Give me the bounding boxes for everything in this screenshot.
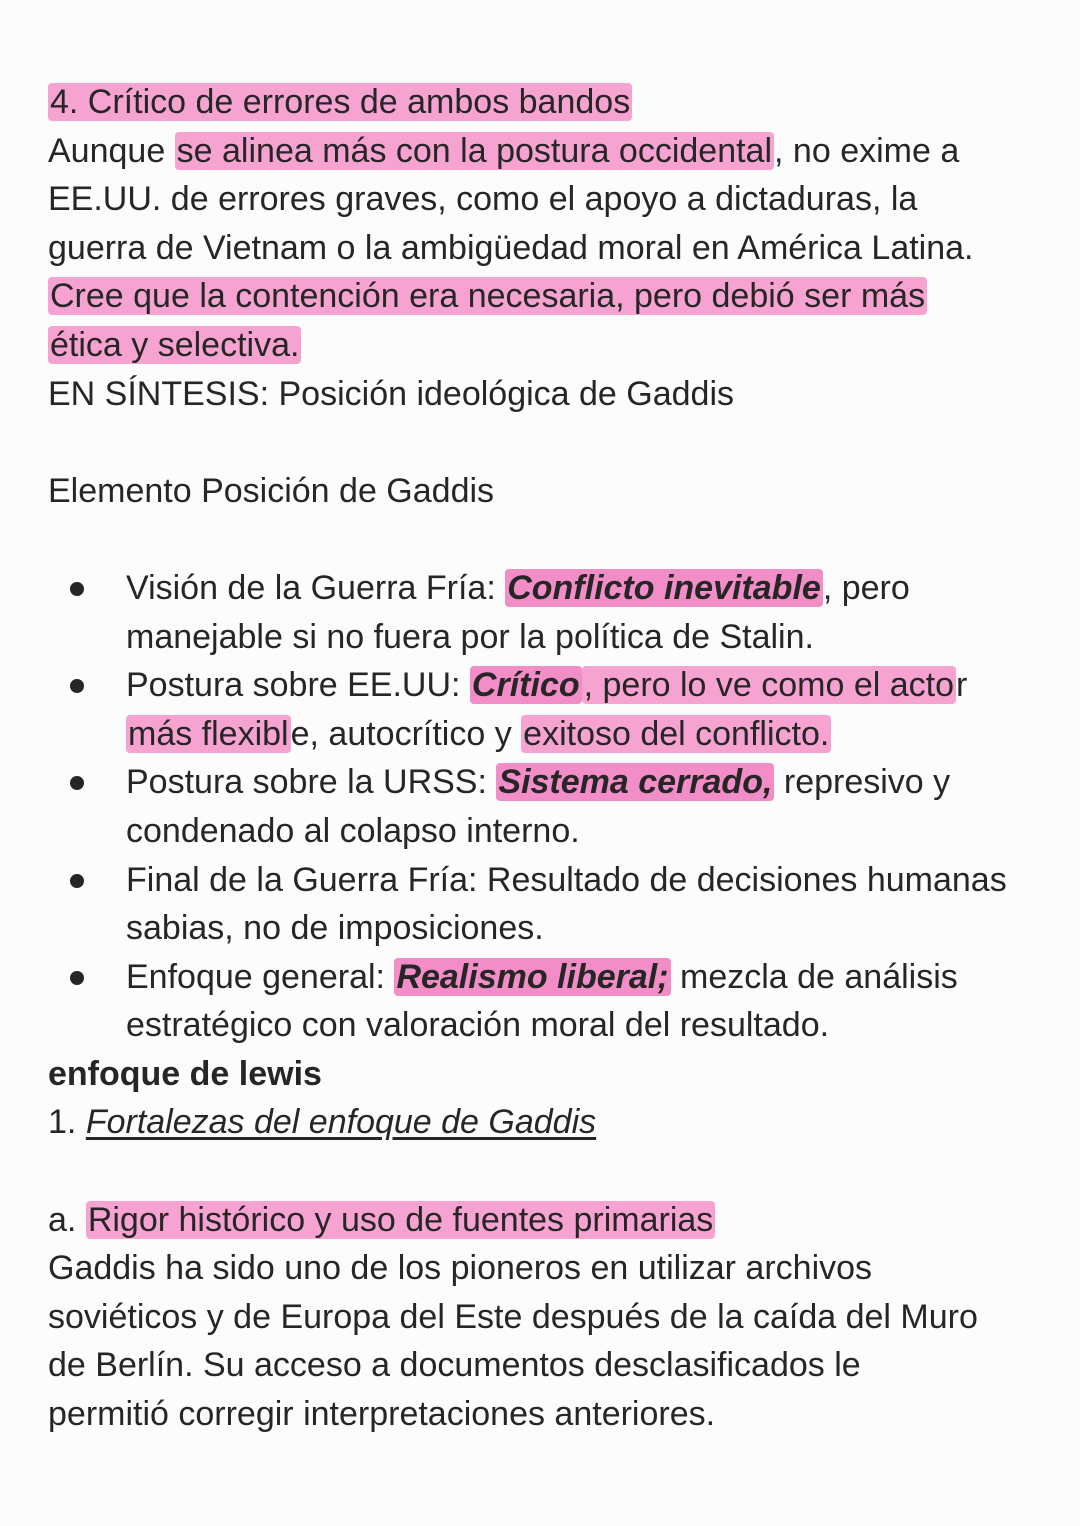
list-item: Postura sobre la URSS: Sistema cerrado, represivo y condenado al colapso interno. <box>48 758 1048 855</box>
highlighted-phrase: Rigor histórico y uso de fuentes primarias <box>87 1200 714 1239</box>
synthesis-bullet-list <box>48 564 1048 1050</box>
highlighted-phrase: Realismo liberal; <box>396 957 669 996</box>
section-heading-lewis: enfoque de lewis <box>48 1054 322 1093</box>
paragraph-line <box>48 272 1048 321</box>
bullet-icon <box>70 874 84 888</box>
blank-line <box>48 515 1048 564</box>
highlighted-phrase: , pero lo ve como el acto <box>583 666 955 705</box>
blank-line <box>48 418 1048 467</box>
underlined-title: Fortalezas del enfoque de Gaddis <box>85 1103 597 1142</box>
paragraph-line <box>48 321 1048 370</box>
numbered-heading: 1. Fortalezas del enfoque de Gaddis <box>48 1103 597 1142</box>
list-item: Final de la Guerra Fría: Resultado de decisiones humanas sabias, no de imposiciones. <box>48 856 1048 953</box>
section-heading-4 <box>48 78 1048 127</box>
highlighted-phrase: se alinea más con la postura occidental <box>176 131 773 170</box>
paragraph-line: de Berlín. Su acceso a documentos desclasificados le <box>48 1346 861 1385</box>
highlighted-phrase: más flexibl <box>128 714 289 753</box>
bullet-icon <box>70 582 84 596</box>
table-header-text: Elemento Posición de Gaddis <box>48 471 495 510</box>
highlighted-phrase: exitoso del conflicto. <box>523 714 830 753</box>
highlighted-phrase: Sistema cerrado, <box>498 763 773 802</box>
bullet-icon <box>70 679 84 693</box>
paragraph-line: EE.UU. de errores graves, como el apoyo a dictaduras, la <box>48 180 918 219</box>
paragraph-line: permitió corregir interpretaciones anteriores. <box>48 1395 716 1434</box>
paragraph-line: guerra de Vietnam o la ambigüedad moral en América Latina. <box>48 228 974 267</box>
bullet-icon <box>70 776 84 790</box>
highlighted-heading: 4. Crítico de errores de ambos bandos <box>50 83 631 121</box>
sub-heading: a. Rigor histórico y uso de fuentes primarias <box>48 1200 714 1239</box>
synthesis-title: EN SÍNTESIS: Posición ideológica de Gaddis <box>48 374 735 413</box>
document-page <box>48 78 1048 1439</box>
bullet-icon <box>70 971 84 985</box>
highlighted-phrase: Cree que la contención era necesaria, pero debió ser más <box>50 277 926 316</box>
paragraph-line: Gaddis ha sido uno de los pioneros en utilizar archivos <box>48 1249 873 1288</box>
highlighted-phrase: Conflicto inevitable <box>507 568 821 607</box>
list-item: Enfoque general: Realismo liberal; mezcla de análisis estratégico con valoración moral del resultado. <box>48 953 1048 1050</box>
list-item: Postura sobre EE.UU: Crítico , pero lo ve como el actor más flexible, autocrítico y exitoso del conflicto. <box>48 661 1048 758</box>
blank-line <box>48 1147 1048 1196</box>
paragraph-line: soviéticos y de Europa del Este después de la caída del Muro <box>48 1297 978 1336</box>
highlighted-phrase: ética y selectiva. <box>50 325 300 364</box>
highlighted-phrase: Crítico <box>471 666 580 705</box>
paragraph-line: Aunque se alinea más con la postura occidental, no exime a <box>48 131 960 170</box>
list-item: Visión de la Guerra Fría: Conflicto inevitable, pero manejable si no fuera por la política de Stalin. <box>48 564 1048 661</box>
